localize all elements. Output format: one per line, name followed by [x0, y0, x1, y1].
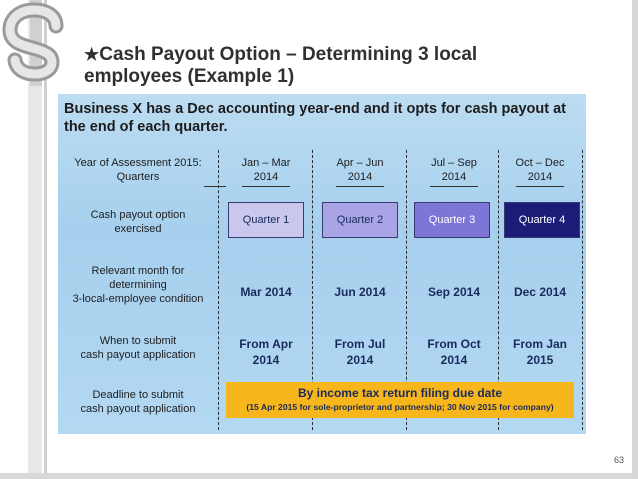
dollar-logo-icon	[0, 0, 72, 86]
period-q3	[408, 156, 500, 184]
quarter-1-label: Quarter 1	[242, 214, 290, 226]
submit-from-q4	[494, 336, 586, 368]
submit-from-q2	[314, 336, 406, 368]
header-separator	[516, 186, 564, 187]
period-q4-year: 2014	[527, 171, 553, 183]
row-label-option-exercised	[58, 208, 218, 236]
month-q3: Sep 2014	[427, 285, 481, 299]
submit-from-q2-line-2: 2014	[346, 353, 374, 367]
header-separator	[336, 186, 384, 187]
title-line-2: employees (Example 1)	[84, 66, 295, 87]
row-label-ya-line-1: Year of Assessment 2015:	[74, 157, 202, 169]
row-label-relevant-month	[58, 264, 218, 306]
headline-line-2: the end of each quarter.	[64, 119, 228, 135]
header-separator	[242, 186, 290, 187]
quarter-2-label: Quarter 2	[336, 214, 384, 226]
quarter-1-box	[228, 202, 304, 238]
column-divider	[218, 150, 219, 430]
row-label-month-line-2: determining	[109, 279, 167, 291]
bottom-border-strip	[0, 473, 638, 479]
right-border-strip	[632, 0, 638, 479]
submit-from-q4-line-1: From Jan	[512, 337, 567, 351]
row-label-month-line-1: Relevant month for	[91, 265, 185, 277]
month-q2: Jun 2014	[334, 285, 386, 299]
submit-from-q4-line-2: 2015	[526, 353, 554, 367]
header-separator	[204, 186, 226, 187]
period-q1	[220, 156, 312, 184]
example-panel	[58, 94, 586, 434]
header-separator	[430, 186, 478, 187]
row-label-exercised-line-2: exercised	[114, 223, 162, 235]
row-label-submit-line-1: When to submit	[99, 335, 177, 347]
quarter-3-label: Quarter 3	[428, 214, 476, 226]
period-q1-range: Jan – Mar	[241, 157, 291, 169]
row-label-month-line-3: 3-local-employee condition	[72, 293, 204, 305]
deadline-banner	[226, 382, 574, 418]
submit-from-q3-line-2: 2014	[440, 353, 468, 367]
title-line-1: Cash Payout Option – Determining 3 local	[99, 44, 478, 65]
period-q4	[494, 156, 586, 184]
panel-headline	[64, 100, 580, 136]
submit-from-q3-line-1: From Oct	[427, 337, 481, 351]
period-q3-year: 2014	[441, 171, 467, 183]
submit-from-q1-line-2: 2014	[252, 353, 280, 367]
row-label-deadline-line-2: cash payout application	[80, 403, 196, 415]
row-label-when-to-submit	[58, 334, 218, 362]
row-label-year-of-assessment	[58, 156, 218, 184]
deadline-note-text: (15 Apr 2015 for sole-proprietor and partnership; 30 Nov 2015 for company)	[246, 402, 554, 412]
row-label-submit-line-2: cash payout application	[80, 349, 196, 361]
quarter-2-box	[322, 202, 398, 238]
quarter-3-box	[414, 202, 490, 238]
row-label-ya-line-2: Quarters	[116, 171, 160, 183]
submit-from-q3	[408, 336, 500, 368]
month-q4: Dec 2014	[513, 285, 567, 299]
period-q1-year: 2014	[253, 171, 279, 183]
period-q4-range: Oct – Dec	[515, 157, 565, 169]
slide-title	[84, 44, 604, 88]
headline-line-1: Business X has a Dec accounting year-end and it opts for cash payout at	[64, 101, 566, 117]
submit-from-q1-line-1: From Apr	[239, 337, 293, 351]
deadline-main-text: By income tax return filing due date	[297, 386, 503, 400]
quarter-4-label: Quarter 4	[518, 214, 566, 226]
row-label-deadline-line-1: Deadline to submit	[92, 389, 184, 401]
month-q1: Mar 2014	[240, 285, 292, 299]
period-q2-year: 2014	[347, 171, 373, 183]
submit-from-q2-line-1: From Jul	[334, 337, 386, 351]
quarter-4-box	[504, 202, 580, 238]
star-bullet-icon: ★	[84, 45, 100, 64]
period-q2-range: Apr – Jun	[336, 157, 384, 169]
submit-from-q1	[220, 336, 312, 368]
period-q3-range: Jul – Sep	[431, 157, 477, 169]
period-q2	[314, 156, 406, 184]
page-number: 63	[613, 455, 624, 465]
row-label-exercised-line-1: Cash payout option	[90, 209, 186, 221]
row-label-deadline	[58, 388, 218, 416]
